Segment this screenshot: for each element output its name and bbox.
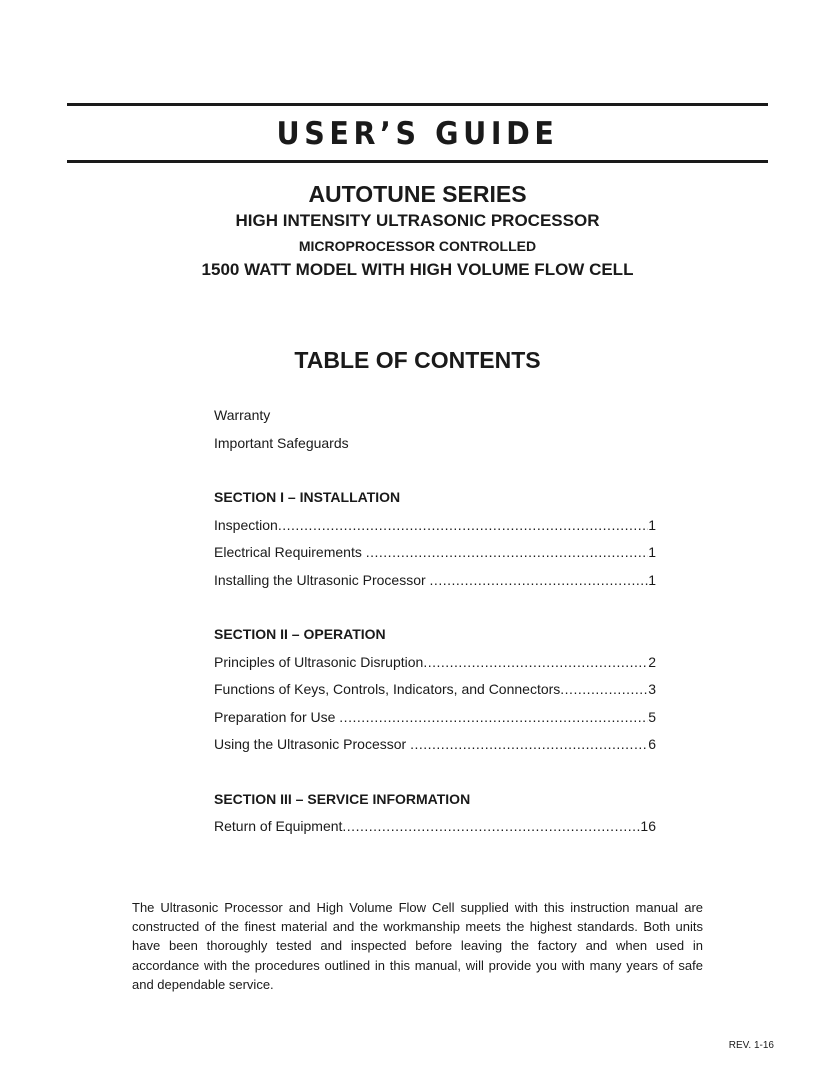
toc-entry-label: Inspection: [214, 516, 278, 533]
leader-dots: [423, 651, 648, 673]
toc-entry: [214, 541, 656, 569]
toc-entry-label: Functions of Keys, Controls, Indicators, and Connectors: [214, 681, 561, 697]
leader-dots: [278, 514, 648, 536]
toc-entry: [214, 569, 656, 597]
model-subtitle: 1500 WATT MODEL WITH HIGH VOLUME FLOW CELL: [201, 260, 634, 279]
section-heading-service: SECTION III – SERVICE INFORMATION: [214, 790, 471, 807]
toc-entry-page: 1: [648, 516, 656, 533]
table-of-contents: [214, 404, 656, 843]
leader-dots: [410, 733, 648, 755]
toc-entry-page: 3: [648, 681, 656, 697]
leader-dots: [342, 815, 640, 837]
bottom-rule: [67, 160, 768, 163]
toc-entry: [214, 651, 656, 679]
top-rule: [67, 103, 768, 106]
toc-entry-label: Electrical Requirements: [214, 544, 366, 560]
toc-entry-label: Principles of Ultrasonic Disruption: [214, 653, 424, 670]
leader-dots: [339, 706, 648, 728]
toc-entry: [214, 706, 656, 734]
toc-entry: [214, 733, 656, 761]
toc-heading: TABLE OF CONTENTS: [294, 347, 541, 373]
guide-title: USER’S GUIDE: [276, 116, 559, 152]
leader-dots: [430, 569, 649, 591]
toc-entry-label: Return of Equipment: [214, 818, 343, 834]
section-heading-installation: SECTION I – INSTALLATION: [214, 489, 401, 505]
quality-statement: The Ultrasonic Processor and High Volume Flow Cell supplied with this instruction manual are constructed of the finest material and the workmanship meets the highest standards. Both units have been thoroughly tested and inspected before leaving the factory and when used in accordance with the procedures outlined in this manual, will provide you with many years of safe and dependable service.: [132, 900, 703, 992]
revision-label: REV. 1-16: [728, 1040, 774, 1051]
processor-subtitle: HIGH INTENSITY ULTRASONIC PROCESSOR: [235, 211, 600, 230]
toc-entry-page: 6: [648, 736, 656, 752]
control-subtitle: MICROPROCESSOR CONTROLLED: [298, 238, 537, 254]
toc-item-safeguards: Important Safeguards: [214, 434, 349, 451]
toc-entry-page: 1: [648, 544, 656, 560]
toc-entry: [214, 815, 656, 843]
leader-dots: [366, 541, 648, 563]
section-heading-operation: SECTION II – OPERATION: [214, 626, 386, 642]
toc-entry-page: 1: [648, 571, 656, 588]
toc-entry-page: 5: [648, 708, 656, 725]
toc-entry-page: 2: [648, 653, 656, 670]
toc-item-warranty: Warranty: [214, 407, 271, 423]
leader-dots: [560, 678, 648, 700]
toc-entry-page: 16: [640, 818, 656, 834]
series-title: AUTOTUNE SERIES: [308, 181, 527, 207]
toc-entry-label: Using the Ultrasonic Processor: [214, 736, 411, 752]
toc-entry-label: Preparation for Use: [214, 708, 340, 725]
toc-entry-label: Installing the Ultrasonic Processor: [214, 571, 430, 588]
toc-entry: [214, 678, 656, 706]
toc-entry: [214, 514, 656, 542]
